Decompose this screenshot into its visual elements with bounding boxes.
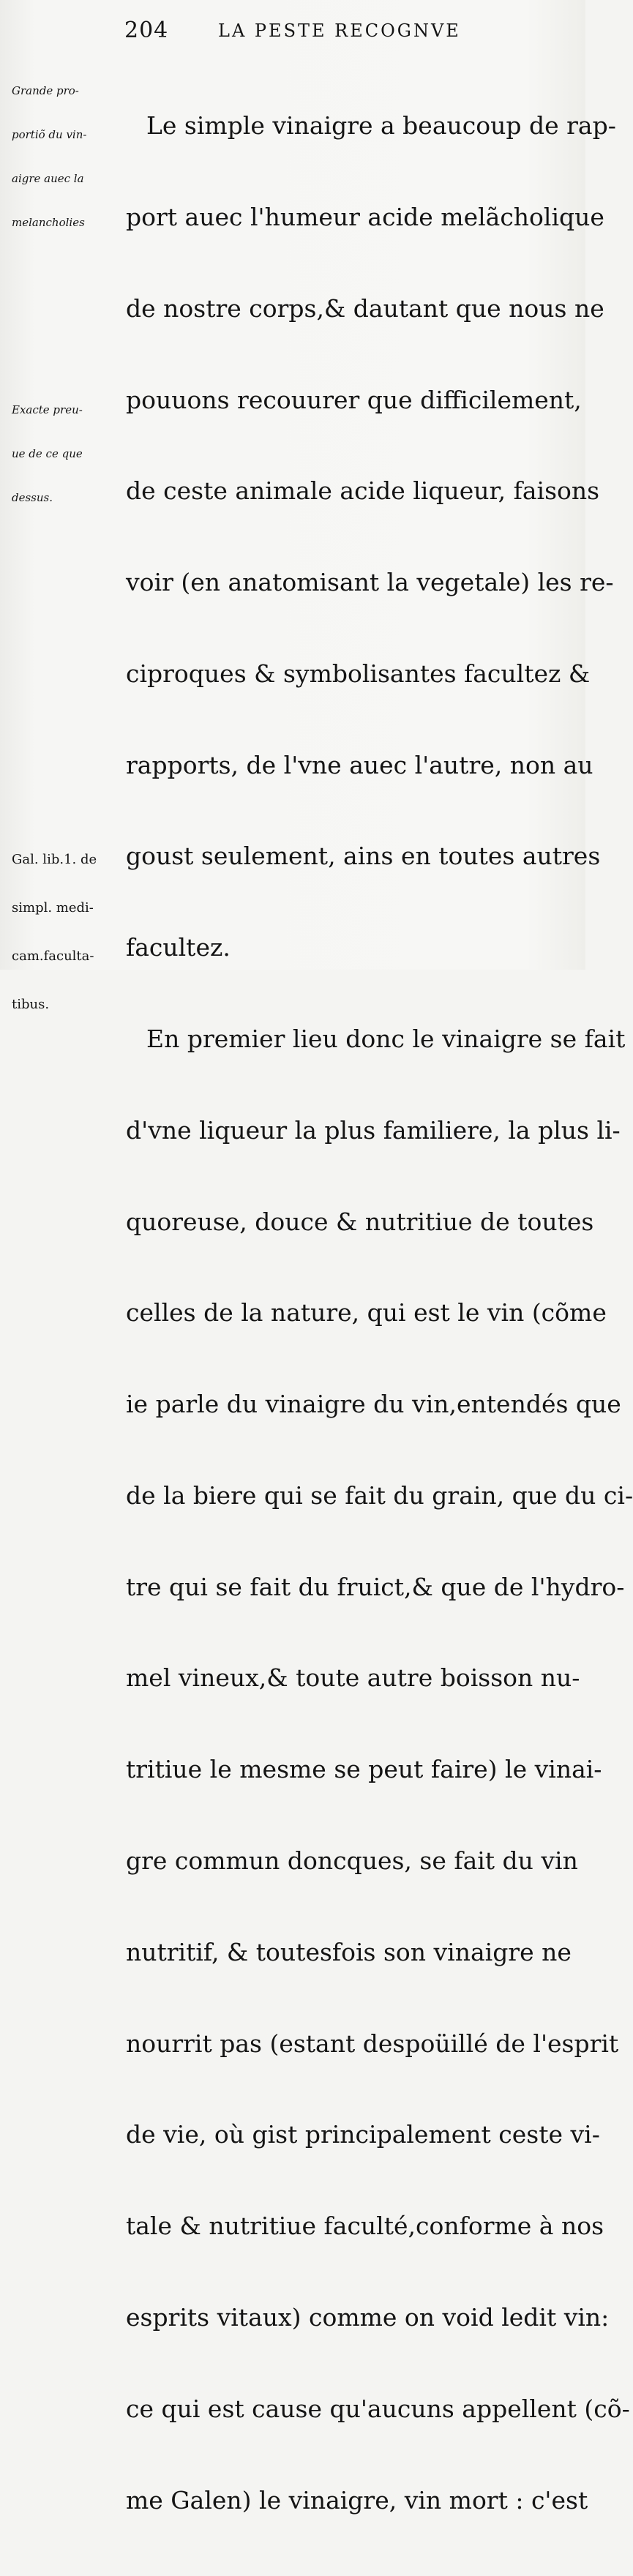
text-line: Le simple vinaigre a beaucoup de rap- (146, 111, 616, 141)
margin-note-line: simpl. medi- (12, 900, 94, 916)
margin-note-1 (12, 54, 124, 259)
text-line: d'vne liqueur la plus familiere, la plus li- (126, 1115, 621, 1145)
margin-note-2 (12, 373, 124, 534)
text-line: rapports, de l'vne auec l'autre, non au (126, 750, 593, 779)
margin-note-line: Exacte preu- (12, 403, 83, 416)
text-line: esprits vitaux) comme on void ledit vin: (126, 2302, 610, 2332)
text-line: de ceste animale acide liqueur, faisons (126, 476, 600, 506)
text-line: de la biere qui se fait du grain, que du ci- (126, 1480, 633, 1510)
text-line: tritiue le mesme se peut faire) le vinai- (126, 1755, 602, 1784)
margin-note-line: melancholies (12, 216, 85, 229)
text-line: de nostre corps,& dautant que nous ne (126, 293, 604, 323)
text-line: voir (en anatomisant la vegetale) les re- (126, 568, 614, 597)
text-line: ie parle du vinaigre du vin,entendés que (126, 1390, 621, 1419)
text-line: mel vineux,& toute autre boisson nu- (126, 1663, 580, 1693)
text-line: tre qui se fait du fruict,& que de l'hydro- (126, 1572, 625, 1601)
text-line: facultez. (126, 933, 231, 962)
text-line: ce qui est cause qu'aucuns appellent (cõ- (126, 2394, 630, 2423)
text-line: port auec l'humeur acide melãcholique (126, 202, 604, 231)
text-line: me Galen) le vinaigre, vin mort : c'est (126, 2485, 588, 2515)
main-text (126, 50, 633, 2576)
text-line: nutritif, & toutesfois son vinaigre ne (126, 1937, 572, 1966)
page-header (124, 18, 549, 47)
text-line: de vie, où gist principalement ceste vi- (126, 2120, 600, 2149)
text-line: tale & nutritiue faculté,conforme à nos (126, 2212, 604, 2241)
text-line: celles de la nature, qui est le vin (cõme (126, 1298, 607, 1328)
margin-note-line: Gal. lib.1. de (12, 852, 97, 867)
margin-note-line: aigre auec la (12, 172, 84, 185)
running-title: LA PESTE RECOGNVE (218, 20, 461, 41)
text-line: En premier lieu donc le vinaigre se fait (146, 1025, 626, 1053)
text-line: pouuons recouurer que difficilement, (126, 385, 582, 414)
margin-note-3 (12, 820, 124, 1045)
margin-note-line: Grande pro- (12, 84, 79, 97)
text-line: quoreuse, douce & nutritiue de toutes (126, 1207, 594, 1236)
margin-note-line: cam.faculta- (12, 948, 94, 964)
text-line: gre commun doncques, se fait du vin (126, 1846, 578, 1876)
margin-note-line: ue de ce que (12, 447, 83, 460)
margin-note-line: portiõ du vin- (12, 128, 87, 141)
text-line: ciproques & symbolisantes facultez & (126, 659, 591, 688)
margin-note-line: dessus. (12, 491, 53, 504)
text-line: nourrit pas (estant despoüillé de l'esprit (126, 2029, 619, 2058)
margin-note-line: tibus. (12, 997, 50, 1012)
text-line: goust seulement, ains en toutes autres (126, 842, 601, 871)
page-number: 204 (124, 18, 169, 43)
